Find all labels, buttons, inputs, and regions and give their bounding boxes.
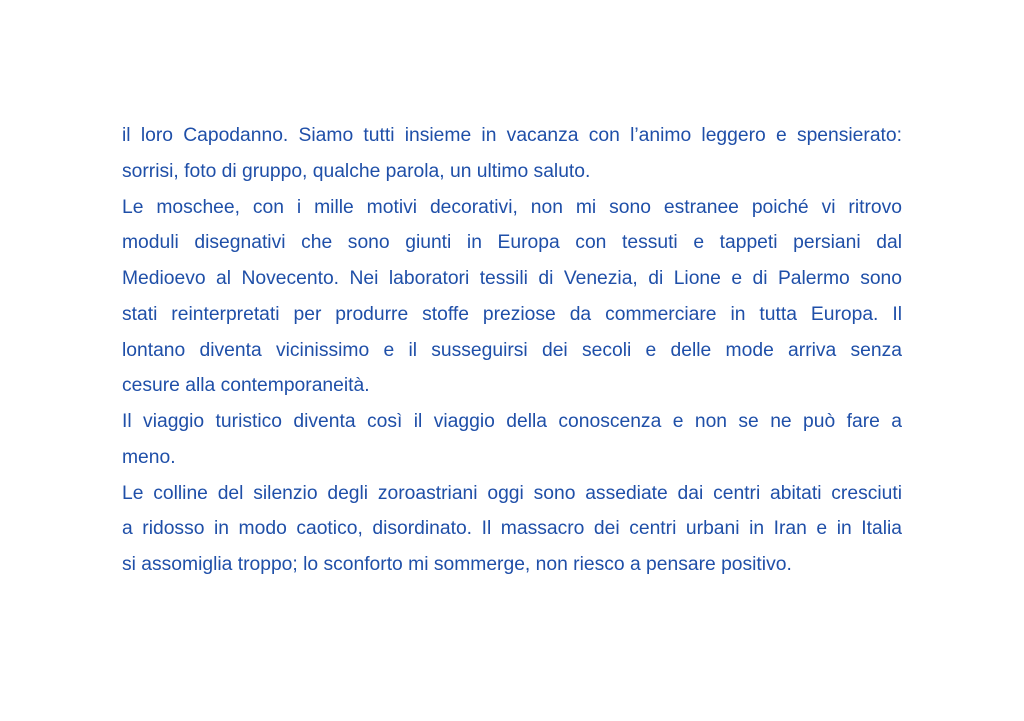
body-text xyxy=(122,118,902,583)
text-line: Medioevo al Novecento. Nei laboratori tessili di Venezia, di Lione e di Palermo sono xyxy=(122,268,902,289)
text-line: moduli disegnativi che sono giunti in Europa con tessuti e tappeti persiani dal xyxy=(122,232,902,254)
text-line: cesure alla contemporaneità. xyxy=(122,375,370,397)
text-line: Le colline del silenzio degli zoroastriani oggi sono assediate dai centri abitati cresciuti xyxy=(122,482,902,504)
text-line: stati reinterpretati per produrre stoffe preziose da commerciare in tutta Europa. Il xyxy=(122,303,902,325)
text-line: meno. xyxy=(122,446,176,468)
text-line: a ridosso in modo caotico, disordinato. Il massacro dei centri urbani in Iran e in Italia xyxy=(122,518,902,540)
text-line: Il viaggio turistico diventa così il viaggio della conoscenza e non se ne può fare a xyxy=(122,411,902,432)
text-line: si assomiglia troppo; lo sconforto mi sommerge, non riesco a pensare positivo. xyxy=(122,554,792,575)
text-line: sorrisi, foto di gruppo, qualche parola, un ultimo saluto. xyxy=(122,160,591,182)
text-line: lontano diventa vicinissimo e il susseguirsi dei secoli e delle mode arriva senza xyxy=(122,339,902,361)
text-line: il loro Capodanno. Siamo tutti insieme in vacanza con l’animo leggero e spensierato: xyxy=(122,125,902,146)
text-line: Le moschee, con i mille motivi decorativi, non mi sono estranee poiché vi ritrovo xyxy=(122,196,902,218)
